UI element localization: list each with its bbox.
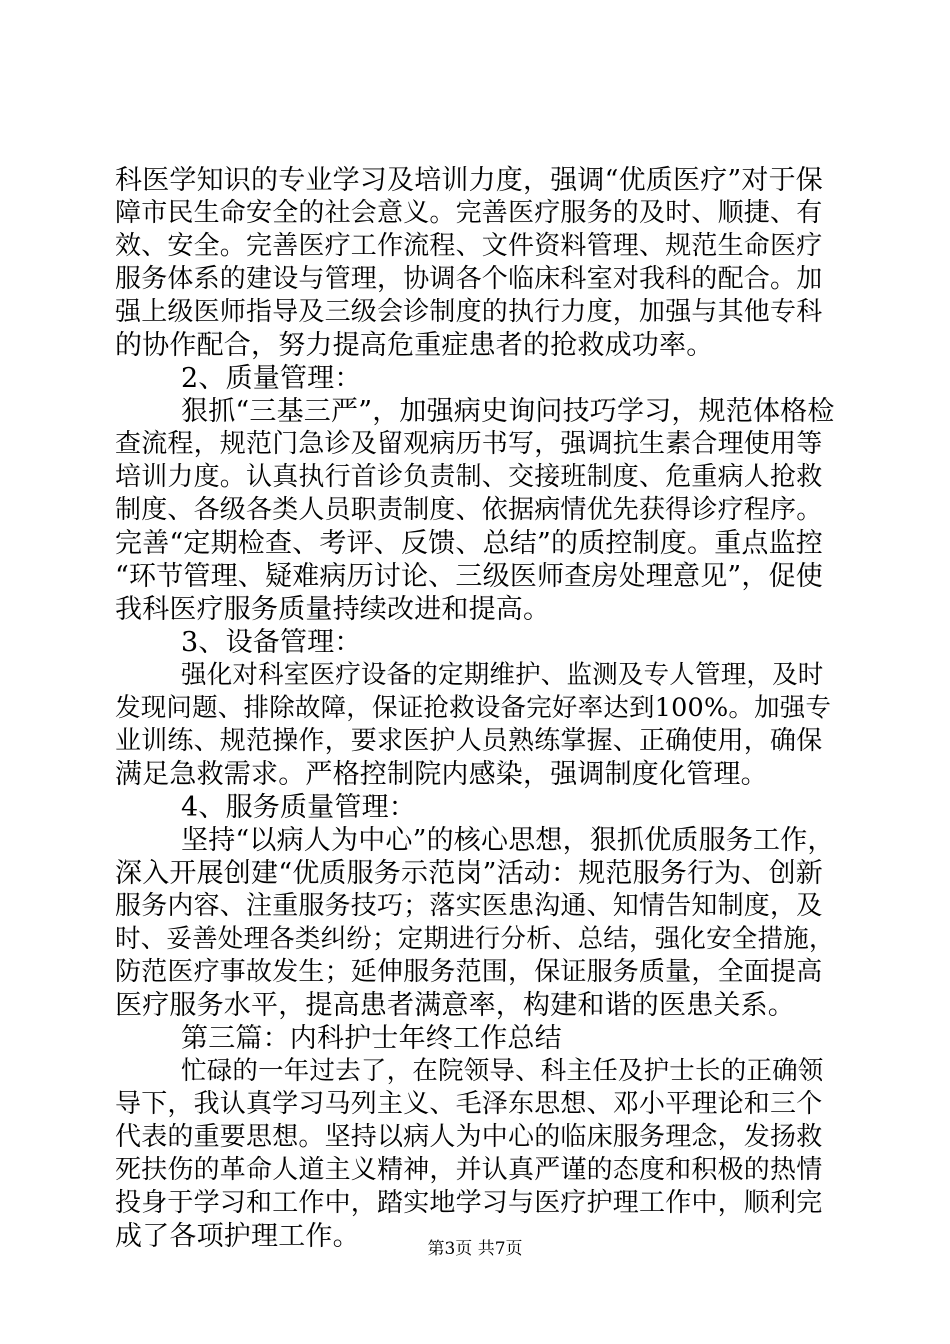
text-line: 发现问题、排除故障，保证抢救设备完好率达到100%。加强专 <box>115 693 832 723</box>
text-line: 3、设备管理： <box>181 627 362 658</box>
text-line: 2、质量管理： <box>181 363 362 394</box>
text-line: 狠抓“三基三严”，加强病史询问技巧学习，规范体格检 <box>181 396 835 427</box>
text-line: 服务体系的建设与管理，协调各个临床科室对我科的配合。加 <box>115 264 823 294</box>
text-line: 第三篇：内科护士年终工作总结 <box>181 1023 562 1054</box>
text-line: 强化对科室医疗设备的定期维护、监测及专人管理，及时 <box>181 660 824 690</box>
text-line: 导下，我认真学习马列主义、毛泽东思想、邓小平理论和三个 <box>115 1089 823 1119</box>
text-line: 深入开展创建“优质服务示范岗”活动：规范服务行为、创新 <box>115 858 824 889</box>
text-line: 坚持“以病人为中心”的核心思想，狠抓优质服务工作， <box>181 825 835 856</box>
text-line: 障市民生命安全的社会意义。完善医疗服务的及时、顺捷、有 <box>115 198 823 228</box>
text-line: “环节管理、疑难病历讨论、三级医师查房处理意见”，促使 <box>115 561 824 592</box>
text-line: 防范医疗事故发生；延伸服务范围，保证服务质量，全面提高 <box>115 957 823 987</box>
text-line: 4、服务质量管理： <box>181 792 416 823</box>
text-line: 科医学知识的专业学习及培训力度，强调“优质医疗”对于保 <box>115 165 824 196</box>
text-line: 服务内容、注重服务技巧；落实医患沟通、知情告知制度，及 <box>115 891 823 921</box>
text-line: 查流程，规范门急诊及留观病历书写，强调抗生素合理使用等 <box>115 429 823 459</box>
page-footer: 第3页 共7页 <box>427 1239 523 1259</box>
text-line: 死扶伤的革命人道主义精神，并认真严谨的态度和积极的热情 <box>115 1155 823 1185</box>
text-line: 医疗服务水平，提高患者满意率，构建和谐的医患关系。 <box>115 990 795 1021</box>
text-line: 代表的重要思想。坚持以病人为中心的临床服务理念，发扬救 <box>115 1122 823 1152</box>
text-line: 满足急救需求。严格控制院内感染，强调制度化管理。 <box>115 759 768 790</box>
text-line: 的协作配合，努力提高危重症患者的抢救成功率。 <box>115 330 714 361</box>
text-line: 完善“定期检查、考评、反馈、总结”的质控制度。重点监控 <box>115 528 824 559</box>
text-line: 业训练、规范操作，要求医护人员熟练掌握、正确使用，确保 <box>115 726 823 756</box>
text-line: 时、妥善处理各类纠纷；定期进行分析、总结，强化安全措施， <box>115 924 835 954</box>
text-line: 成了各项护理工作。 <box>115 1221 360 1252</box>
text-line: 制度、各级各类人员职责制度、依据病情优先获得诊疗程序。 <box>115 495 823 525</box>
text-line: 效、安全。完善医疗工作流程、文件资料管理、规范生命医疗 <box>115 231 823 261</box>
text-line: 投身于学习和工作中，踏实地学习与医疗护理工作中，顺利完 <box>115 1188 823 1218</box>
text-line: 强上级医师指导及三级会诊制度的执行力度，加强与其他专科 <box>115 297 823 327</box>
text-line: 我科医疗服务质量持续改进和提高。 <box>115 594 551 625</box>
text-line: 培训力度。认真执行首诊负责制、交接班制度、危重病人抢救 <box>115 462 823 492</box>
text-line: 忙碌的一年过去了，在院领导、科主任及护士长的正确领 <box>181 1056 824 1086</box>
document-body <box>115 164 835 1253</box>
